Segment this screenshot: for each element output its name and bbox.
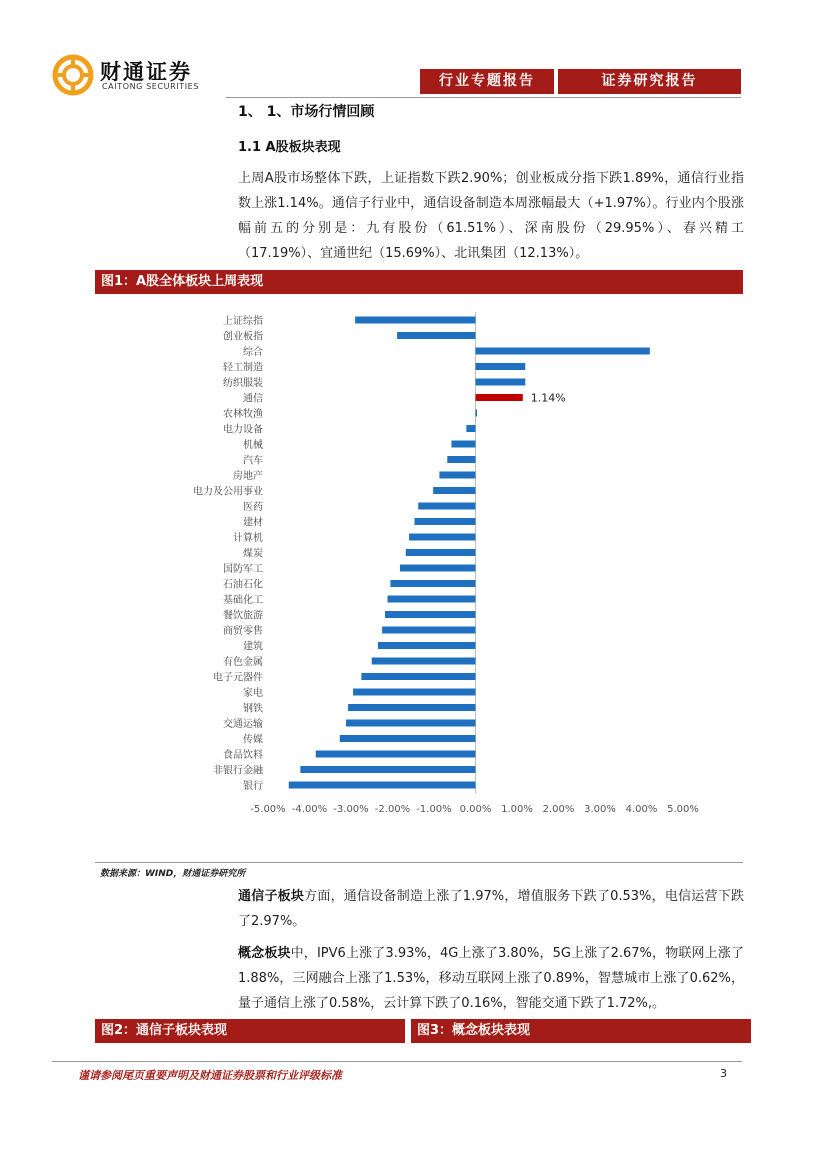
concept-text: 中，IPV6上涨了3.93%，4G上涨了3.80%，5G上涨了2.67%，物联网上涨了1.88%，三网融合上涨了1.53%，移动互联网上涨了0.89%，智慧城市上涨了0.62%，量子通信上涨了0.58%，云计算下跌了0.16%，智能交通下跌了1.72%,。	[238, 946, 744, 1011]
bar-煤炭	[406, 549, 476, 556]
concept-lead: 概念板块	[238, 946, 291, 961]
category-label: 电子元器件	[213, 672, 263, 684]
category-label: 通信	[243, 393, 263, 405]
bar-银行	[289, 782, 476, 789]
x-tick-label: -2.00%	[374, 804, 411, 815]
category-label: 上证综指	[223, 316, 263, 327]
category-label: 基础化工	[223, 595, 263, 606]
category-label: 石油石化	[223, 579, 263, 591]
bar-石油石化	[390, 580, 475, 587]
research-report-tab: 证券研究报告	[558, 69, 741, 94]
section-heading: 1、 1、市场行情回顾	[238, 104, 375, 120]
x-tick-label: 4.00%	[625, 804, 658, 815]
bar-建筑	[378, 642, 476, 649]
category-label: 商贸零售	[223, 626, 263, 637]
bar-综合	[476, 348, 650, 355]
sector-performance-chart	[95, 300, 735, 830]
x-tick-label: -1.00%	[416, 804, 452, 815]
subsector-paragraph	[238, 884, 744, 934]
category-label: 建筑	[243, 641, 263, 653]
category-label: 煤炭	[243, 548, 263, 560]
bar-国防军工	[400, 565, 476, 572]
category-label: 银行	[243, 781, 263, 792]
figure2-title-bar: 图2：通信子板块表现	[95, 1019, 405, 1043]
bar-计算机	[409, 534, 475, 541]
subsection-heading: 1.1 A股板块表现	[238, 140, 341, 155]
bar-机械	[451, 441, 475, 448]
bar-家电	[353, 689, 475, 696]
data-label: 1.14%	[530, 391, 566, 405]
category-label: 纺织服装	[223, 378, 263, 389]
bar-有色金属	[372, 658, 476, 665]
category-label: 国防军工	[223, 564, 263, 575]
bar-食品饮料	[316, 751, 476, 758]
category-label: 医药	[243, 502, 263, 513]
x-tick-label: -4.00%	[291, 804, 328, 815]
bar-上证综指	[355, 317, 475, 324]
category-label: 电力及公用事业	[193, 486, 263, 498]
category-label: 创业板指	[223, 331, 263, 343]
logo-english-name: CAITONG SECURITIES	[102, 82, 199, 91]
caitong-logo-icon	[52, 54, 94, 96]
category-label: 农林牧渔	[223, 409, 263, 420]
x-tick-label: 0.00%	[459, 804, 492, 815]
bar-电力设备	[466, 425, 475, 432]
category-label: 计算机	[233, 533, 263, 544]
logo-chinese-name: 财通证券	[100, 60, 192, 84]
market-review-paragraph: 上周A股市场整体下跌，上证指数下跌2.90%；创业板成分指下跌1.89%，通信行业指数上涨1.14%。通信子行业中，通信设备制造本周涨幅最大（+1.97%）。行业内个股涨幅前五的分别是：九有股份（61.51%）、深南股份（29.95%）、春兴精工（17.19%）、宜通世纪（15.69%）、北讯集团（12.13%）。	[238, 171, 744, 261]
category-label: 建材	[243, 517, 263, 529]
category-label: 轻工制造	[223, 362, 263, 374]
company-logo	[52, 54, 217, 94]
bar-房地产	[439, 472, 475, 479]
figure1-title-bar: 图1：A股全体板块上周表现	[95, 270, 743, 294]
subsector-text: 方面，通信设备制造上涨了1.97%，增值服务下跌了0.53%，电信运营下跌了2.97%。	[238, 889, 744, 929]
bar-农林牧渔	[476, 410, 478, 417]
footer-disclaimer: 谨请参阅尾页重要声明及财通证券股票和行业评级标准	[78, 1069, 342, 1082]
bar-纺织服装	[476, 379, 526, 386]
category-label: 餐饮旅游	[223, 610, 263, 622]
subsector-lead: 通信子板块	[238, 889, 305, 904]
bar-钢铁	[348, 704, 475, 711]
bar-医药	[418, 503, 475, 510]
x-tick-label: -5.00%	[250, 804, 286, 815]
footer-divider	[52, 1061, 742, 1062]
bar-基础化工	[388, 596, 476, 603]
bar-创业板指	[397, 332, 475, 339]
bar-电力及公用事业	[433, 487, 475, 494]
x-tick-label: 2.00%	[542, 804, 575, 815]
page-number: 3	[720, 1067, 727, 1080]
concept-paragraph	[238, 941, 744, 1016]
bar-商贸零售	[382, 627, 475, 634]
category-label: 钢铁	[243, 703, 263, 715]
bar-电子元器件	[361, 673, 475, 680]
bar-交通运输	[346, 720, 475, 727]
figure3-title-bar: 图3：概念板块表现	[411, 1019, 751, 1043]
category-label: 有色金属	[223, 657, 263, 668]
category-label: 电力设备	[223, 424, 263, 436]
category-label: 房地产	[233, 471, 263, 482]
bar-建材	[414, 518, 475, 525]
x-tick-label: 5.00%	[667, 804, 699, 815]
x-tick-label: -3.00%	[333, 804, 369, 815]
bar-轻工制造	[476, 363, 526, 370]
x-tick-label: 3.00%	[584, 804, 616, 815]
bar-传媒	[340, 735, 476, 742]
category-label: 交通运输	[223, 719, 263, 730]
bar-通信	[476, 394, 523, 401]
bar-非银行金融	[300, 766, 475, 773]
source-divider	[95, 862, 743, 863]
category-label: 非银行金融	[213, 765, 263, 777]
figure1-source: 数据来源：WIND，财通证券研究所	[100, 869, 246, 879]
category-label: 汽车	[243, 455, 263, 467]
bar-餐饮旅游	[385, 611, 475, 618]
header-divider	[226, 97, 741, 98]
category-label: 家电	[243, 688, 263, 699]
industry-report-tab: 行业专题报告	[420, 69, 554, 94]
category-label: 食品饮料	[223, 750, 263, 761]
bar-汽车	[447, 456, 475, 463]
category-label: 传媒	[243, 734, 263, 746]
category-label: 综合	[243, 347, 263, 358]
category-label: 机械	[243, 440, 263, 451]
x-tick-label: 1.00%	[501, 804, 533, 815]
